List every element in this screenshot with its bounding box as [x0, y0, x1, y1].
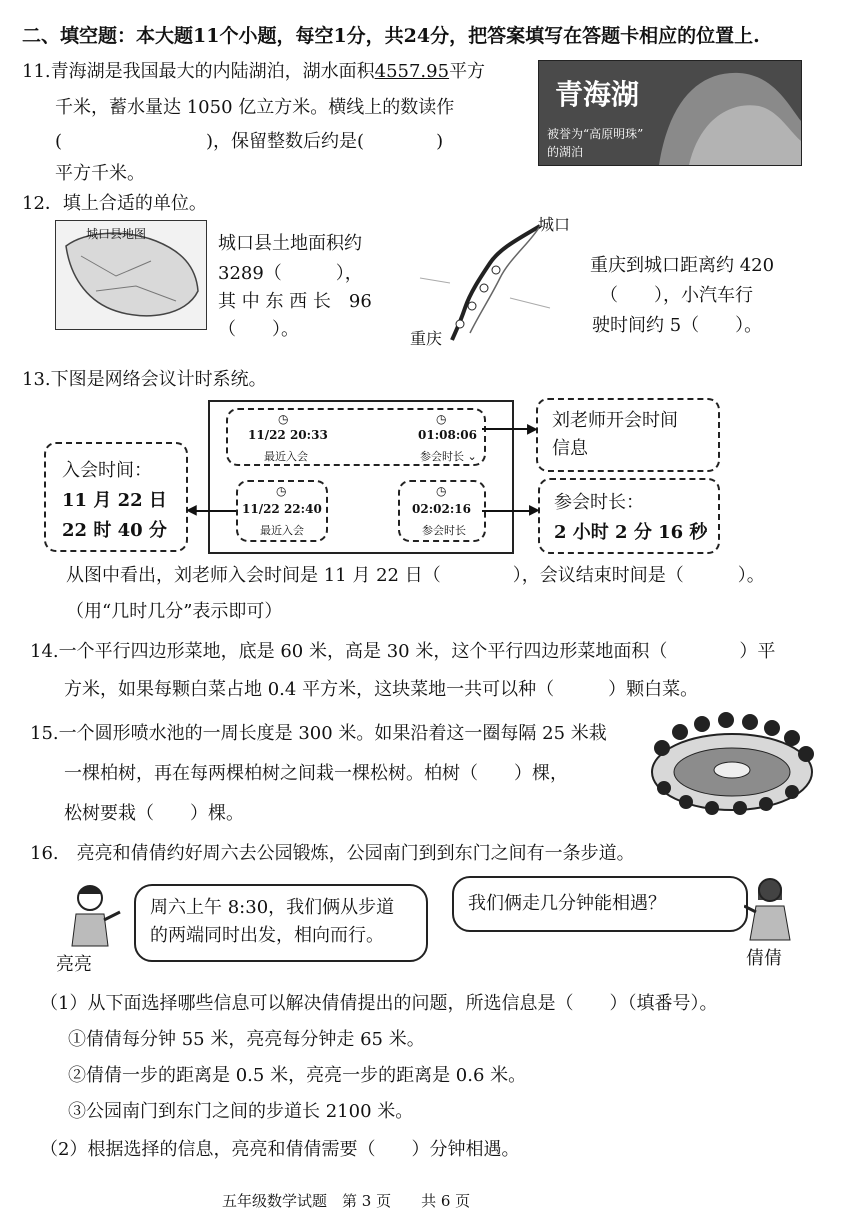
- name-qianqian: 倩倩: [746, 948, 782, 969]
- panel1-label-right: 参会时长 ⌄: [420, 450, 477, 463]
- timer-panel-bottom-left: [236, 480, 328, 542]
- q13-note: （用“几时几分”表示即可）: [66, 601, 283, 622]
- box-right-bottom-line1: 参会时长：: [554, 492, 644, 513]
- panel3-label: 参会时长: [422, 524, 466, 537]
- q16-part1: （1）从下面选择哪些信息可以解决倩倩提出的问题，所选信息是（ ）（填番号）。: [40, 993, 718, 1014]
- q12-left-line4: （ ）。: [218, 319, 299, 340]
- q12-left-line3: 其 中 东 西 长 96: [218, 291, 372, 312]
- image-subtitle-1: 被誉为“高原明珠”: [547, 127, 644, 141]
- clock-icon: ◷: [278, 412, 289, 426]
- panel1-join-time: 11/22 20:33: [248, 428, 328, 442]
- q13-title: 13.下图是网络会议计时系统。: [22, 369, 267, 390]
- map2-city-chongqing: 重庆: [410, 329, 443, 348]
- name-liangliang: 亮亮: [56, 954, 92, 975]
- q16-part2: （2）根据选择的信息，亮亮和倩倩需要（ ）分钟相遇。: [40, 1139, 520, 1160]
- q16-option3: ③公园南门到东门之间的步道长 2100 米。: [68, 1101, 414, 1122]
- clock-icon: ◷: [276, 484, 287, 498]
- map1-label: 城口县地图: [86, 227, 147, 241]
- q12-title: 12．填上合适的单位。: [22, 193, 207, 214]
- box-left-line1: 入会时间：: [62, 460, 152, 481]
- speech-left-line1: 周六上午 8:30，我们俩从步道: [150, 897, 395, 918]
- panel2-join-time: 11/22 22:40: [242, 502, 322, 516]
- q15-line2: 一棵柏树，再在每两棵柏树之间栽一棵松树。柏树（ ）棵，: [64, 763, 568, 784]
- q16-title: 16. 亮亮和倩倩约好周六去公园锻炼，公园南门到到东门之间有一条步道。: [30, 843, 635, 864]
- speech-right-text: 我们俩走几分钟能相遇？: [468, 893, 666, 914]
- q12-left-line2: 3289（ ），: [218, 263, 363, 284]
- box-right-bottom-line2: 2 小时 2 分 16 秒: [554, 522, 708, 543]
- q11-line1-a: 11.青海湖是我国最大的内陆湖泊，湖水面积: [22, 61, 375, 82]
- box-meeting-duration: [538, 478, 720, 554]
- panel2-label: 最近入会: [260, 524, 304, 537]
- q11-area-number: 4557.95: [374, 61, 450, 82]
- speech-bubble-qianqian: [452, 876, 748, 932]
- q11-line1-b: 平方: [449, 61, 486, 82]
- box-left-line2: 11 月 22 日: [62, 490, 167, 511]
- arrow-head-left-icon: ◀: [186, 502, 197, 518]
- q12-right-line3: 驶时间约 5（ ）。: [592, 315, 763, 336]
- arrow-to-duration: [482, 510, 536, 512]
- fountain-trees-image: [650, 708, 815, 816]
- q14-line2: 方米，如果每颗白菜占地 0.4 平方米，这块菜地一共可以种（ ）颗白菜。: [64, 679, 699, 700]
- box-teacher-meeting-info: [536, 398, 720, 472]
- page-footer: 五年级数学试题 第 3 页 共 6 页: [222, 1192, 471, 1210]
- arrow-to-join-time: [192, 510, 236, 512]
- arrow-head-right-icon: ▶: [527, 421, 538, 437]
- image-title: 青海湖: [555, 78, 640, 111]
- liangliang-figure-image: [62, 882, 122, 948]
- panel1-label-left: 最近入会: [264, 450, 308, 463]
- q14-line1: 14.一个平行四边形菜地，底是 60 米，高是 30 米，这个平行四边形菜地面积（ ）平: [30, 641, 776, 662]
- arrow-head-right-icon: ▶: [529, 502, 540, 518]
- panel3-duration: 02:02:16: [412, 502, 471, 516]
- speech-left-line2: 的两端同时出发，相向而行。: [150, 925, 384, 946]
- q13-question-line: 从图中看出，刘老师入会时间是 11 月 22 日（ ），会议结束时间是（ ）。: [66, 565, 765, 586]
- q16-option1: ①倩倩每分钟 55 米，亮亮每分钟走 65 米。: [68, 1029, 425, 1050]
- panel1-duration: 01:08:06: [418, 428, 477, 442]
- q15-line3: 松树要栽（ ）棵。: [64, 803, 244, 824]
- q12-right-line1: 重庆到城口距离约 420: [590, 255, 775, 276]
- q11-line4: 平方千米。: [55, 163, 145, 184]
- box-right-top-line2: 信息: [552, 438, 588, 459]
- q16-option2: ②倩倩一步的距离是 0.5 米，亮亮一步的距离是 0.6 米。: [68, 1065, 527, 1086]
- q12-left-line1: 城口县土地面积约: [218, 233, 362, 254]
- box-join-time: [44, 442, 188, 552]
- speech-bubble-liangliang: [134, 884, 428, 962]
- timer-panel-top: [226, 408, 486, 466]
- clock-icon: ◷: [436, 484, 447, 498]
- qinghai-lake-image: [538, 60, 802, 166]
- q15-line1: 15.一个圆形喷水池的一周长度是 300 米。如果沿着这一圈每隔 25 米栽: [30, 723, 607, 744]
- map2-city-chengkou: 城口: [538, 215, 571, 234]
- box-left-line3: 22 时 40 分: [62, 520, 167, 541]
- route-map-image: [410, 208, 575, 346]
- clock-icon: ◷: [436, 412, 447, 426]
- section-title: 二、填空题：本大题11个小题，每空1分，共24分，把答案填写在答题卡相应的位置上.: [22, 25, 760, 47]
- timer-panel-bottom-right: [398, 480, 486, 542]
- qianqian-figure-image: [744, 876, 794, 942]
- q11-line3: ( )，保留整数后约是( ): [55, 131, 444, 152]
- image-subtitle-2: 的湖泊: [547, 145, 584, 159]
- q12-right-line2: （ ），小汽车行: [600, 285, 753, 306]
- q11-line2: 千米，蓄水量达 1050 亿立方米。横线上的数读作: [55, 97, 455, 118]
- chengkou-map-image: [55, 220, 207, 330]
- box-right-top-line1: 刘老师开会时间: [552, 410, 678, 431]
